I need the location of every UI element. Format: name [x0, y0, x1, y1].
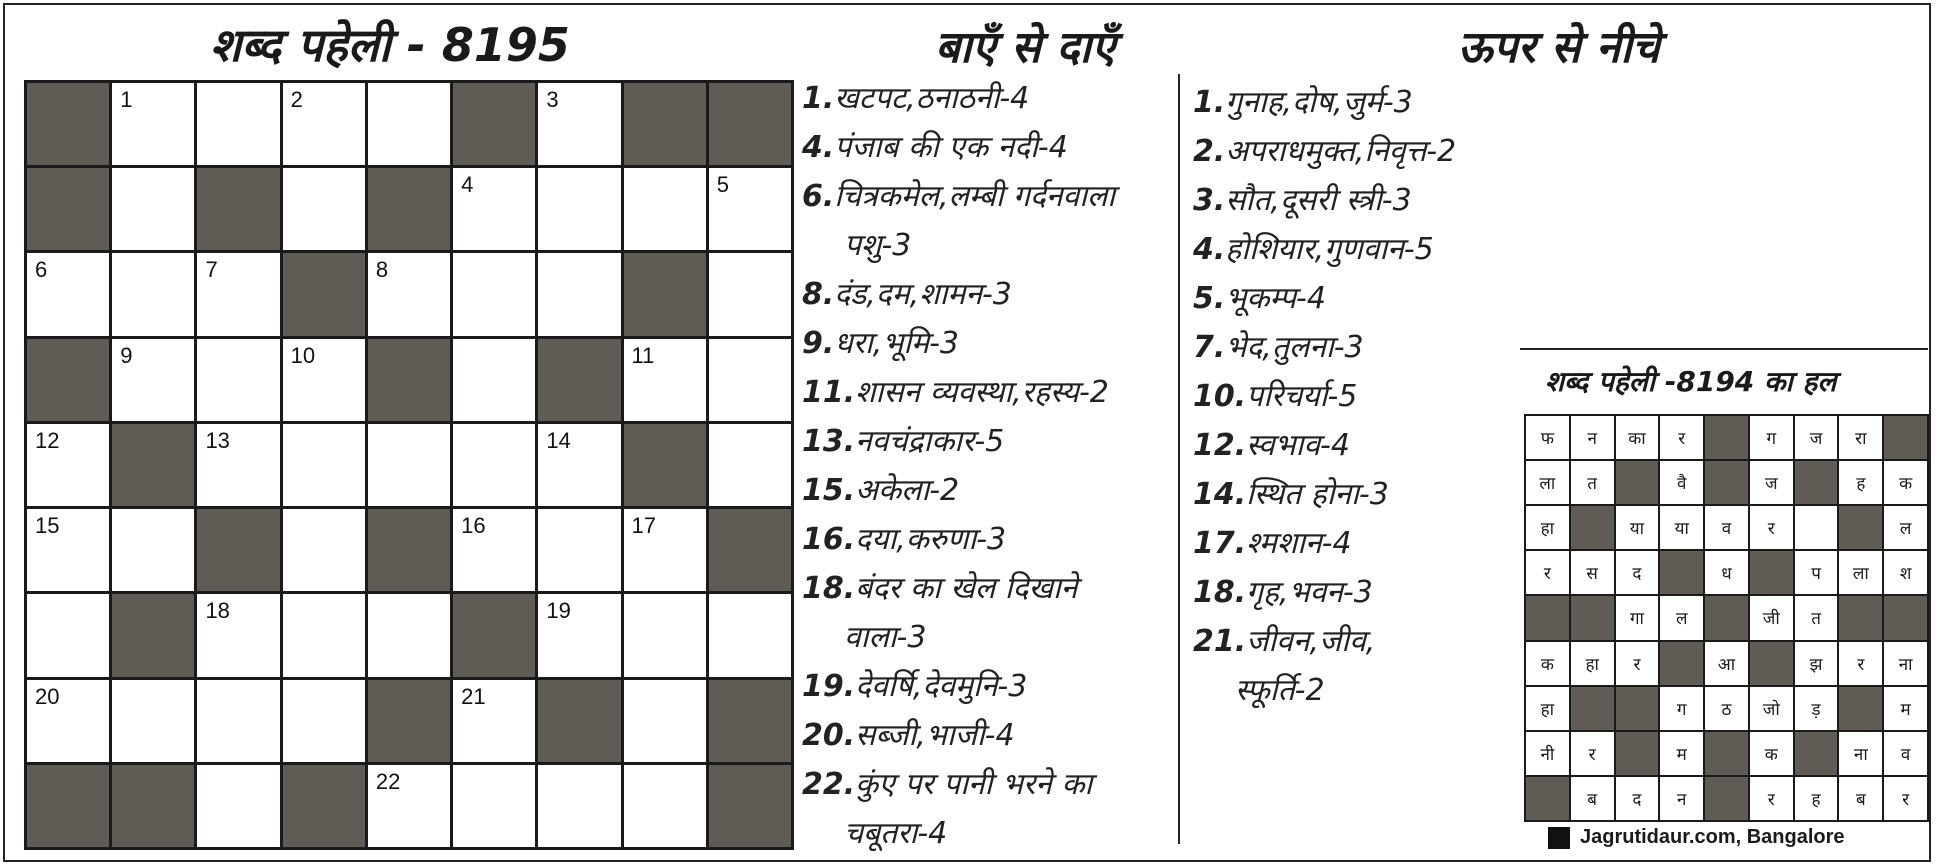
clue-text: श्मशान-4: [1246, 526, 1352, 561]
clue-number: 15.: [802, 473, 856, 508]
clue-text: स्थित होना-3: [1246, 477, 1389, 512]
solution-cell: स: [1571, 551, 1614, 594]
grid-block-cell: [624, 83, 706, 165]
solution-cell: जो: [1750, 687, 1793, 730]
down-clue: [1193, 176, 1533, 225]
solution-block-cell: [1705, 732, 1748, 775]
clue-text: होशियार,गुणवान-5: [1225, 232, 1434, 267]
grid-cell[interactable]: [624, 594, 706, 676]
clue-text: जीवन,जीव,: [1246, 624, 1376, 659]
grid-cell[interactable]: [538, 168, 620, 250]
solution-cell: ज: [1750, 461, 1793, 504]
clue-number: 18.: [1193, 575, 1247, 610]
solution-cell: द: [1616, 551, 1659, 594]
solution-block-cell: [1795, 461, 1838, 504]
solution-cell: त: [1795, 596, 1838, 639]
solution-block-cell: [1705, 596, 1748, 639]
grid-cell[interactable]: [368, 424, 450, 506]
grid-cell[interactable]: [283, 168, 365, 250]
clue-number: 4.: [802, 130, 835, 165]
grid-cell[interactable]: [197, 765, 279, 847]
across-clue: [802, 123, 1172, 172]
credit-line: [1548, 826, 1845, 849]
across-clue: [802, 368, 1172, 417]
grid-cell[interactable]: [453, 168, 535, 250]
grid-cell[interactable]: [538, 594, 620, 676]
grid-block-cell: [709, 509, 791, 591]
solution-cell: वै: [1660, 461, 1703, 504]
clue-number: 4.: [1193, 232, 1226, 267]
grid-cell[interactable]: [453, 253, 535, 335]
solution-title: शब्द पहेली -8194 का हल: [1545, 365, 1837, 398]
solution-block-cell: [1526, 596, 1569, 639]
down-clue: [1193, 421, 1533, 470]
solution-cell: व: [1884, 732, 1927, 775]
solution-cell: ह: [1795, 777, 1838, 820]
solution-block-cell: [1660, 642, 1703, 685]
solution-divider: [1520, 348, 1928, 350]
solution-block-cell: [1705, 777, 1748, 820]
grid-cell[interactable]: [538, 765, 620, 847]
solution-cell: फ: [1526, 416, 1569, 459]
down-clue: [1193, 568, 1533, 617]
clue-text: भूकम्प-4: [1225, 281, 1326, 316]
clue-number: 19: [546, 598, 571, 624]
solution-cell: रा: [1839, 416, 1882, 459]
solution-cell: ला: [1839, 551, 1882, 594]
grid-cell[interactable]: [112, 339, 194, 421]
across-clue: [802, 172, 1172, 270]
across-clue: [802, 711, 1172, 760]
grid-cell[interactable]: [197, 253, 279, 335]
grid-cell[interactable]: [709, 168, 791, 250]
crossword-grid: [24, 80, 794, 850]
solution-cell: हा: [1571, 642, 1614, 685]
clue-text: दंड,दम,शामन-3: [834, 277, 1012, 312]
grid-cell[interactable]: [27, 680, 109, 762]
clue-number: 17.: [1193, 526, 1247, 561]
clue-number: 16.: [802, 522, 856, 557]
solution-block-cell: [1571, 506, 1614, 549]
clue-text-continued: चबूतरा-4: [844, 816, 948, 851]
grid-block-cell: [27, 168, 109, 250]
solution-block-cell: [1616, 732, 1659, 775]
clue-text: गुनाह,दोष,जुर्म-3: [1225, 85, 1413, 120]
clue-number: 14.: [1193, 477, 1247, 512]
grid-block-cell: [368, 509, 450, 591]
clue-number: 20.: [802, 718, 856, 753]
grid-cell[interactable]: [624, 339, 706, 421]
clue-number: 21.: [1193, 624, 1247, 659]
grid-cell[interactable]: [538, 83, 620, 165]
solution-cell: ग: [1660, 687, 1703, 730]
across-clue: [802, 270, 1172, 319]
clue-number: 11.: [802, 375, 856, 410]
solution-block-cell: [1839, 687, 1882, 730]
solution-cell: र: [1526, 551, 1569, 594]
down-clue: [1193, 470, 1533, 519]
grid-block-cell: [538, 339, 620, 421]
solution-block-cell: [1839, 596, 1882, 639]
across-clue: [802, 760, 1172, 858]
solution-cell: ला: [1526, 461, 1569, 504]
grid-block-cell: [27, 83, 109, 165]
clue-number: 11: [631, 342, 655, 368]
grid-block-cell: [27, 765, 109, 847]
down-clue: [1193, 323, 1533, 372]
clue-number: 22: [375, 768, 401, 794]
down-clue: [1193, 127, 1533, 176]
clue-text: खटपट,ठनाठनी-4: [834, 81, 1030, 116]
grid-cell[interactable]: [538, 424, 620, 506]
solution-cell: र: [1839, 642, 1882, 685]
clue-text: नवचंद्राकार-5: [855, 424, 1005, 459]
grid-cell[interactable]: [112, 83, 194, 165]
solution-cell: व: [1705, 506, 1748, 549]
clue-text-continued: वाला-3: [844, 620, 927, 655]
solution-cell: र: [1660, 416, 1703, 459]
clue-number: 2.: [1193, 134, 1226, 169]
clue-number: 4: [461, 172, 474, 198]
grid-block-cell: [112, 424, 194, 506]
column-divider: [1178, 74, 1180, 844]
grid-cell[interactable]: [709, 424, 791, 506]
clue-number: 1.: [1193, 85, 1226, 120]
grid-cell[interactable]: [197, 594, 279, 676]
solution-cell: [1795, 506, 1838, 549]
grid-cell[interactable]: [112, 680, 194, 762]
solution-grid: [1524, 414, 1929, 822]
solution-cell: ल: [1884, 506, 1927, 549]
clue-number: 8: [375, 257, 389, 283]
clue-number: 17: [631, 513, 657, 539]
clue-number: 1: [120, 87, 133, 112]
across-heading: बाएँ से दाएँ: [935, 22, 1116, 73]
clue-number: 12.: [1193, 428, 1247, 463]
solution-cell: र: [1884, 777, 1927, 820]
solution-cell: श: [1884, 551, 1927, 594]
grid-block-cell: [368, 168, 450, 250]
grid-cell[interactable]: [368, 253, 450, 335]
clue-text: अपराधमुक्त,निवृत्त-2: [1225, 134, 1457, 169]
solution-block-cell: [1616, 687, 1659, 730]
solution-cell: ध: [1705, 551, 1748, 594]
clue-number: 14: [546, 427, 571, 453]
across-clue: [802, 515, 1172, 564]
grid-cell[interactable]: [538, 509, 620, 591]
credit-text: Jagrutidaur.com, Bangalore: [1580, 826, 1845, 848]
clue-number: 18.: [802, 571, 856, 606]
solution-cell: त: [1571, 461, 1614, 504]
grid-cell[interactable]: [709, 253, 791, 335]
grid-cell[interactable]: [112, 168, 194, 250]
solution-block-cell: [1750, 642, 1793, 685]
clue-text: भेद,तुलना-3: [1225, 330, 1364, 365]
clue-number: 15: [35, 513, 60, 539]
solution-cell: ग: [1750, 416, 1793, 459]
down-clue: [1193, 519, 1533, 568]
grid-cell[interactable]: [368, 765, 450, 847]
puzzle-title: शब्द पहेली - 8195: [210, 18, 570, 72]
clue-number: 3.: [1193, 183, 1226, 218]
down-clue-list: [1193, 78, 1533, 715]
down-clue: [1193, 78, 1533, 127]
grid-cell[interactable]: [453, 424, 535, 506]
solution-cell: प: [1795, 551, 1838, 594]
solution-cell: न: [1660, 777, 1703, 820]
clue-number: 19.: [802, 669, 856, 704]
grid-cell[interactable]: [283, 83, 365, 165]
down-clue: [1193, 274, 1533, 323]
clue-number: 21: [461, 683, 486, 709]
clue-text: चित्रकमेल,लम्बी गर्दनवाला: [834, 179, 1116, 214]
solution-cell: या: [1616, 506, 1659, 549]
clue-text: कुंए पर पानी भरने का: [855, 767, 1093, 802]
clue-text-continued: पशु-3: [844, 228, 912, 263]
solution-block-cell: [1884, 416, 1927, 459]
clue-number: 8.: [802, 277, 835, 312]
grid-cell[interactable]: [453, 680, 535, 762]
solution-cell: म: [1884, 687, 1927, 730]
grid-cell[interactable]: [283, 424, 365, 506]
across-clue: [802, 564, 1172, 662]
solution-cell: र: [1750, 777, 1793, 820]
clue-number: 9: [120, 342, 133, 368]
clue-text-continued: स्फूर्ति-2: [1235, 673, 1325, 708]
solution-cell: या: [1660, 506, 1703, 549]
solution-block-cell: [1660, 551, 1703, 594]
grid-block-cell: [624, 424, 706, 506]
clue-number: 10: [290, 342, 316, 368]
grid-cell[interactable]: [197, 424, 279, 506]
grid-cell[interactable]: [368, 594, 450, 676]
grid-block-cell: [283, 765, 365, 847]
solution-block-cell: [1571, 596, 1614, 639]
solution-cell: हा: [1526, 687, 1569, 730]
clue-text: स्वभाव-4: [1246, 428, 1350, 463]
grid-block-cell: [709, 680, 791, 762]
grid-block-cell: [368, 339, 450, 421]
clue-number: 22.: [802, 767, 856, 802]
clue-number: 6: [35, 257, 48, 283]
solution-cell: ना: [1839, 732, 1882, 775]
clue-number: 13.: [802, 424, 856, 459]
grid-cell[interactable]: [709, 594, 791, 676]
grid-cell[interactable]: [453, 339, 535, 421]
clue-number: 5.: [1193, 281, 1226, 316]
clue-number: 20: [35, 683, 60, 709]
grid-block-cell: [197, 168, 279, 250]
grid-cell[interactable]: [197, 680, 279, 762]
down-clue: [1193, 617, 1533, 715]
grid-cell[interactable]: [283, 509, 365, 591]
solution-cell: द: [1616, 777, 1659, 820]
clue-text: शासन व्यवस्था,रहस्य-2: [855, 375, 1109, 410]
solution-cell: ब: [1571, 777, 1614, 820]
solution-block-cell: [1705, 461, 1748, 504]
grid-cell[interactable]: [27, 509, 109, 591]
solution-cell: ज: [1795, 416, 1838, 459]
solution-cell: ठ: [1705, 687, 1748, 730]
solution-cell: र: [1750, 506, 1793, 549]
clue-text: सब्जी,भाजी-4: [855, 718, 1015, 753]
grid-cell[interactable]: [197, 339, 279, 421]
across-clue: [802, 319, 1172, 368]
solution-block-cell: [1705, 416, 1748, 459]
clue-number: 13: [205, 427, 230, 453]
grid-block-cell: [368, 680, 450, 762]
grid-cell[interactable]: [453, 509, 535, 591]
solution-cell: का: [1616, 416, 1659, 459]
clue-text: पंजाब की एक नदी-4: [834, 130, 1068, 165]
clue-number: 6.: [802, 179, 835, 214]
solution-block-cell: [1839, 506, 1882, 549]
solution-block-cell: [1795, 732, 1838, 775]
grid-cell[interactable]: [283, 594, 365, 676]
across-clue: [802, 662, 1172, 711]
solution-cell: आ: [1705, 642, 1748, 685]
down-clue: [1193, 372, 1533, 421]
grid-cell[interactable]: [27, 253, 109, 335]
grid-block-cell: [709, 83, 791, 165]
grid-cell[interactable]: [283, 339, 365, 421]
clue-number: 16: [461, 513, 486, 539]
solution-cell: म: [1660, 732, 1703, 775]
solution-block-cell: [1526, 777, 1569, 820]
clue-text: अकेला-2: [855, 473, 960, 508]
solution-cell: ह: [1839, 461, 1882, 504]
clue-text: परिचर्या-5: [1246, 379, 1358, 414]
grid-cell[interactable]: [624, 509, 706, 591]
grid-cell[interactable]: [197, 83, 279, 165]
solution-cell: क: [1750, 732, 1793, 775]
solution-cell: क: [1526, 642, 1569, 685]
solution-cell: र: [1571, 732, 1614, 775]
across-clue-list: [802, 74, 1172, 858]
grid-cell[interactable]: [538, 253, 620, 335]
down-heading: ऊपर से नीचे: [1458, 22, 1660, 73]
solution-cell: क: [1884, 461, 1927, 504]
grid-block-cell: [27, 339, 109, 421]
clue-number: 18: [205, 598, 230, 624]
down-clue: [1193, 225, 1533, 274]
clue-text: देवर्षि,देवमुनि-3: [855, 669, 1028, 704]
solution-block-cell: [1884, 596, 1927, 639]
clue-number: 7.: [1193, 330, 1226, 365]
grid-block-cell: [709, 765, 791, 847]
grid-cell[interactable]: [709, 339, 791, 421]
solution-cell: ना: [1884, 642, 1927, 685]
grid-cell[interactable]: [27, 594, 109, 676]
grid-block-cell: [112, 765, 194, 847]
grid-block-cell: [624, 253, 706, 335]
across-clue: [802, 417, 1172, 466]
solution-cell: ल: [1660, 596, 1703, 639]
solution-cell: ब: [1839, 777, 1882, 820]
across-clue: [802, 74, 1172, 123]
clue-text: बंदर का खेल दिखाने: [855, 571, 1078, 606]
grid-cell[interactable]: [112, 253, 194, 335]
clue-text: गृह,भवन-3: [1246, 575, 1373, 610]
clue-text: धरा,भूमि-3: [834, 326, 960, 361]
solution-cell: हा: [1526, 506, 1569, 549]
clue-number: 7: [205, 257, 218, 283]
clue-text: दया,करुणा-3: [855, 522, 1007, 557]
clue-number: 1.: [802, 81, 835, 116]
grid-cell[interactable]: [283, 680, 365, 762]
solution-block-cell: [1616, 461, 1659, 504]
grid-cell[interactable]: [624, 168, 706, 250]
across-clue: [802, 466, 1172, 515]
clue-text: सौत,दूसरी स्त्री-3: [1225, 183, 1412, 218]
solution-cell: र: [1616, 642, 1659, 685]
grid-cell[interactable]: [368, 83, 450, 165]
solution-cell: गा: [1616, 596, 1659, 639]
grid-block-cell: [538, 680, 620, 762]
clue-number: 12: [35, 427, 60, 453]
grid-block-cell: [283, 253, 365, 335]
black-square-icon: [1548, 827, 1570, 849]
solution-cell: ड़: [1795, 687, 1838, 730]
grid-cell[interactable]: [624, 765, 706, 847]
clue-number: 5: [716, 172, 730, 198]
grid-block-cell: [453, 83, 535, 165]
solution-cell: जी: [1750, 596, 1793, 639]
solution-cell: झ: [1795, 642, 1838, 685]
clue-number: 9.: [802, 326, 835, 361]
grid-cell[interactable]: [453, 765, 535, 847]
solution-block-cell: [1571, 687, 1614, 730]
grid-block-cell: [197, 509, 279, 591]
grid-cell[interactable]: [624, 680, 706, 762]
clue-number: 10.: [1193, 379, 1247, 414]
grid-block-cell: [112, 594, 194, 676]
grid-cell[interactable]: [27, 424, 109, 506]
solution-cell: नी: [1526, 732, 1569, 775]
clue-number: 2: [290, 87, 303, 112]
solution-cell: न: [1571, 416, 1614, 459]
grid-block-cell: [453, 594, 535, 676]
grid-cell[interactable]: [112, 509, 194, 591]
clue-number: 3: [546, 87, 559, 112]
solution-block-cell: [1750, 551, 1793, 594]
